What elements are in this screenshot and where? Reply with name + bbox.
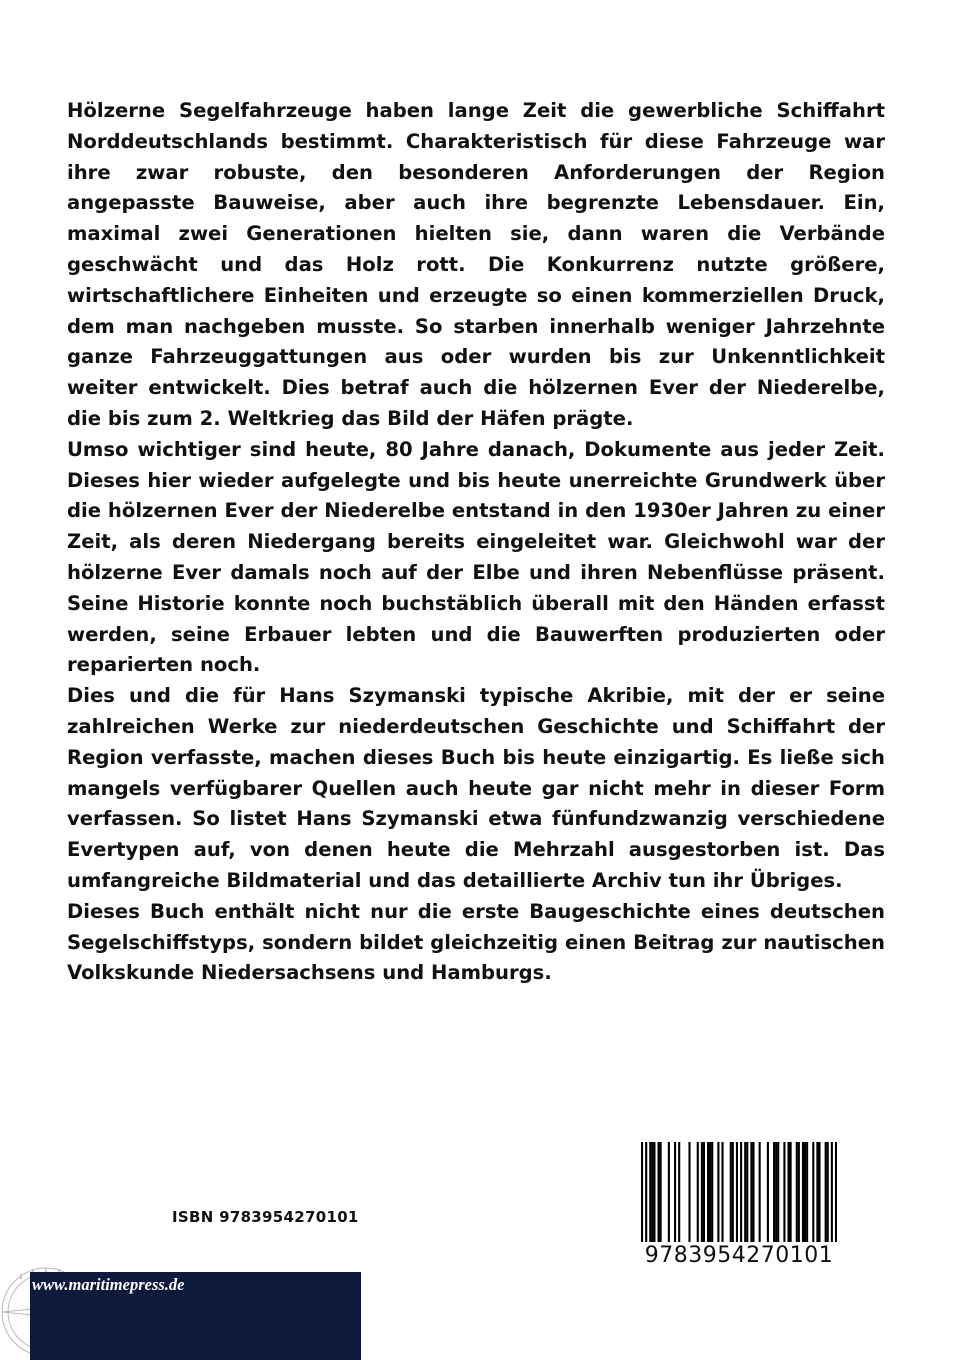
- isbn-label: ISBN 9783954270101: [172, 1208, 359, 1226]
- barcode-bar: [651, 1142, 653, 1242]
- blurb-paragraph: Umso wichtiger sind heute, 80 Jahre danach, Dokumente aus jeder Zeit. Dieses hier wieder aufgelegte und bis heute unerreichte Grundwerk über die hölzernen Ever der Niederelbe entstand in den 1930er Jahren zu einer Zeit, als deren Niedergang bereits eingeleitet war. Gleichwohl war der hölzerne Ever damals noch auf der Elbe und ihren Nebenflüsse präsent. Seine Historie konnte noch buchstäblich überall mit den Händen erfasst werden, seine Erbauer lebten und die Bauwerften produzierten oder reparierten noch.: [67, 437, 885, 677]
- barcode-bar: [777, 1142, 779, 1242]
- back-cover-blurb: [67, 96, 885, 989]
- publisher-url[interactable]: www.maritimepress.de: [32, 1275, 185, 1294]
- barcode-bar: [678, 1142, 680, 1242]
- barcode-bar: [796, 1142, 798, 1242]
- barcode-bar: [744, 1142, 746, 1242]
- barcode-bar: [697, 1142, 699, 1242]
- barcode-number: 9783954270101: [644, 1243, 834, 1268]
- barcode-bar: [660, 1142, 662, 1242]
- barcode-bar: [802, 1142, 804, 1242]
- barcode-bar: [790, 1142, 792, 1242]
- barcode-bar: [711, 1142, 713, 1242]
- barcode-bar: [736, 1142, 738, 1242]
- barcode-bar: [730, 1142, 732, 1242]
- barcode-bar: [759, 1142, 761, 1242]
- barcode-bar: [767, 1142, 769, 1242]
- barcode-bar: [825, 1142, 827, 1242]
- barcode-bar: [818, 1142, 820, 1242]
- barcode-bar: [641, 1142, 643, 1242]
- barcode-bar: [645, 1142, 647, 1242]
- barcode-bar: [658, 1142, 660, 1242]
- barcode-bar: [668, 1142, 670, 1242]
- barcode-bar: [740, 1142, 742, 1242]
- barcode-bar: [701, 1142, 703, 1242]
- barcode-bar: [835, 1142, 837, 1242]
- barcode-bar: [709, 1142, 711, 1242]
- barcode-bar: [721, 1142, 723, 1242]
- barcode-bar: [783, 1142, 785, 1242]
- barcode-bars: [641, 1140, 837, 1244]
- barcode-bar: [717, 1142, 719, 1242]
- barcode-bar: [752, 1142, 754, 1242]
- blurb-paragraph: Dieses Buch enthält nicht nur die erste Baugeschichte eines deutschen Segelschiffstyps, sondern bildet gleichzeitig einen Beitrag zur nautischen Volkskunde Niedersachsens und Hamburgs.: [67, 899, 885, 985]
- isbn-barcode: [641, 1140, 837, 1274]
- barcode-bar: [831, 1142, 833, 1242]
- barcode-bar: [674, 1142, 676, 1242]
- barcode-bar: [816, 1142, 818, 1242]
- blurb-paragraph: Hölzerne Segelfahrzeuge haben lange Zeit die gewerbliche Schiffahrt Norddeutschlands bestimmt. Charakteristisch für diese Fahrzeuge war ihre zwar robuste, den besonderen Anforderungen der Region angepasste Bauweise, aber auch ihre begrenzte Lebensdauer. Ein, maximal zwei Generationen hielten sie, dann waren die Verbände geschwächt und das Holz rott. Die Konkurrenz nutzte größere, wirtschaftlichere Einheiten und erzeugte so einen kommerziellen Druck, dem man nachgeben musste. So starben innerhalb weniger Jahrzehnte ganze Fahrzeuggattungen aus oder wurden bis zur Unkenntlichkeit weiter entwickelt. Dies betraf auch die hölzernen Ever der Niederelbe, die bis zum 2. Weltkrieg das Bild der Häfen prägte.: [67, 99, 885, 430]
- barcode-bar: [827, 1142, 829, 1242]
- barcode-bar: [812, 1142, 814, 1242]
- barcode-bar: [653, 1142, 655, 1242]
- barcode-bar: [703, 1142, 705, 1242]
- barcode-bar: [732, 1142, 734, 1242]
- barcode-bar: [707, 1142, 709, 1242]
- barcode-bar: [798, 1142, 800, 1242]
- barcode-bar: [773, 1142, 775, 1242]
- barcode-bar: [649, 1142, 651, 1242]
- barcode-bar: [688, 1142, 690, 1242]
- barcode-bar: [804, 1142, 806, 1242]
- barcode-bar: [775, 1142, 777, 1242]
- blurb-paragraph: Dies und die für Hans Szymanski typische Akribie, mit der er seine zahlreichen Werke zur niederdeutschen Geschichte und Schiffahrt der Region verfasste, machen dieses Buch bis heute einzigartig. Es ließe sich mangels verfügbarer Quellen auch heute gar nicht mehr in dieser Form verfassen. So listet Hans Szymanski etwa fünfundzwanzig verschiedene Evertypen auf, von denen heute die Mehrzahl ausgestorben ist. Das umfangreiche Bildmaterial und das detaillierte Archiv tun ihr Übriges.: [67, 684, 885, 892]
- barcode-bar: [750, 1142, 752, 1242]
- barcode-bar: [806, 1142, 808, 1242]
- barcode-bar: [787, 1142, 789, 1242]
- barcode-bar: [746, 1142, 748, 1242]
